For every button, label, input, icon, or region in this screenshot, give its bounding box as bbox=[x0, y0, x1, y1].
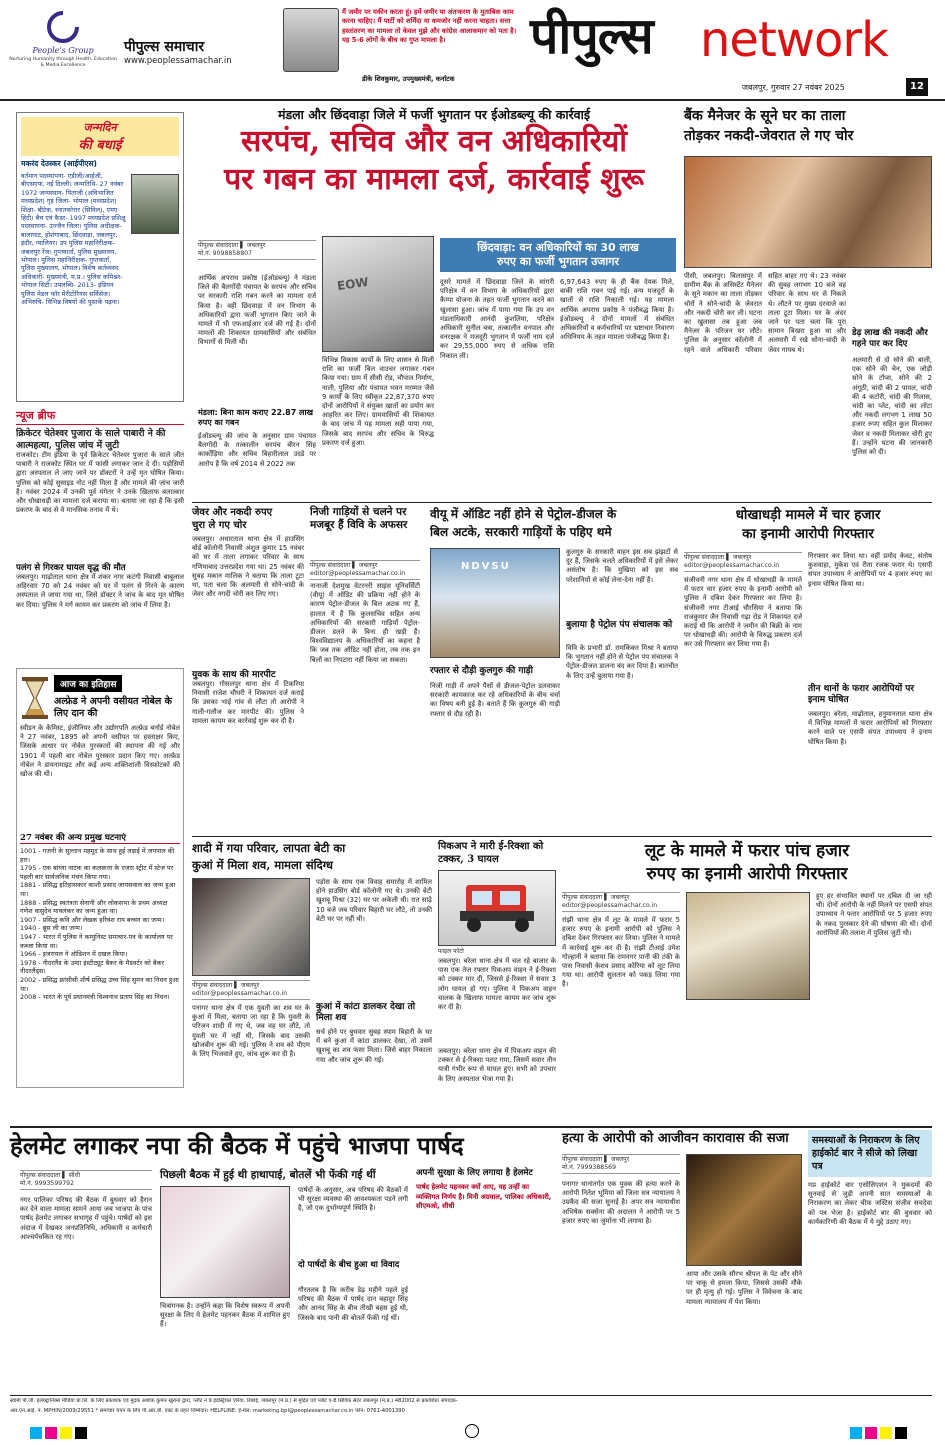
birthday-header-bottom: की बधाई bbox=[78, 138, 122, 153]
eow-sign: EOW bbox=[336, 274, 370, 294]
shadi-byline bbox=[192, 980, 310, 1000]
aaj-ka-itihas bbox=[16, 668, 184, 1088]
quote-author: डीके शिवकुमार, उपमुख्यमंत्री, कर्नाटक bbox=[362, 75, 455, 83]
shadi-text2: पड़ोस के साथ एक विवाह समारोह में शामिल होने हाउसिंग बोर्ड कॉलोनी गए थे। उनकी बेटी खुशबू मिश्रा (32) घर पर अकेली थी। रात साढ़े 10 बजे जब परिवार बिहारी घर लौटे, तो उनकी बेटी घर पर नहीं थी। bbox=[316, 878, 432, 923]
quote-portrait bbox=[283, 8, 339, 72]
vehicles-side-title: निजी गाड़ियों से चलने पर मजबूर हैं विवि के अफसर bbox=[310, 506, 408, 531]
lead-subbox-title bbox=[440, 238, 676, 272]
shadi-subhead: कुआं में कांटा डालकर देखा तो मिला शव bbox=[316, 1002, 416, 1023]
erickshaw-photo bbox=[438, 870, 556, 946]
news-brief bbox=[16, 408, 184, 663]
helmet-quote-text: पार्षद हेलमेट पहनकर क्यों आए, यह उन्हीं का व्यक्तिगत निर्णय है। मिनी अग्रवाल, पालिका अधिकारी, सीएमओ, सीधी bbox=[416, 1183, 552, 1210]
loot-text: रांझी थाना क्षेत्र में लूट के मामले में फरार 5 हजार रुपए के इनामी आरोपी को पुलिस ने दबिश देकर गिरफ्तार कर लिया। पुलिस ने मामले में कार्रवाई शुरू कर दी है। रांझी टीआई उमेश गोल्हानी ने बताया कि रामनगर पानी की टंकी के पास निवासी केशव प्रसाद कोरिया को लूट लिया गया था। आरोपी सुलतान को पकड़ लिया गया है। bbox=[562, 916, 680, 989]
bank-text2: अलमारी से दो सोने की बाली, एक सोने की चेन, एक जोड़ी सोने के टॉप्स, सोने की 2 अंगूठी, चांदी की 2 पायल, चांदी की 4 कटोरी, चांदी की गिलास, चांदी का प्लेट, चांदी का लोटा और नकदी लगभग 1 लाख 50 हजार रुपए सहित कुल मिलाकर जेवर व नकदी मिलाकर चोरी हुए हैं। उन्होंने घटना की जानकारी पुलिस को दी। bbox=[852, 356, 932, 457]
gold-headline-2: चुरा ले गए चोर bbox=[192, 520, 247, 531]
highcourt-headline: समस्याओं के निराकरण के लिए हाईकोर्ट बार ने सीजे को लिखा पत्र bbox=[808, 1130, 932, 1177]
news-brief-header: न्यूज ब्रीफ bbox=[16, 408, 184, 425]
vehicles-text3: विवि के प्रभारी डॉ. रामकिंकर मिश्रा ने बताया कि भुगतान नहीं होने से पेट्रोल पंप संचालक ने पेट्रोल-डीजल डालना बंद कर दिया है। बातचीत के लिए उन्हें बुलाया गया है। bbox=[566, 644, 678, 680]
birthday-name: मकरंद देउस्कर (आईपीएस) bbox=[21, 159, 97, 168]
shadi-text3: सर्च होने पर बुधवार सुबह स्याम बिहारी के घर में बने कुआं में कांटा डालकर देखा, तो उसमें खुशबू का शव फंसा मिला। जिसे बाहर निकाला गया और जांच शुरू की गई। bbox=[316, 1028, 432, 1064]
hatya-headline: हत्या के आरोपी को आजीवन कारावास की सजा bbox=[562, 1131, 789, 1146]
helmet-text: नगर पालिका परिषद की बैठक में बुधवार को हैरान कर देने वाला मामला सामने आया जब भाजपा के पांच पार्षद हेलमेट लगाकर सभागृह में पहुंचे। पार्षदों को इस अंदाज में देखकर जनप्रतिनिधि, अधिकारी व कर्मचारी आश्चर्यचकित रह गए। bbox=[20, 1196, 152, 1241]
swatch-cyan bbox=[850, 1427, 862, 1439]
brief-item1-text: राजकोट। टीम इंडिया के पूर्व क्रिकेटर चेतेश्वर पुजारा के साले जीत पाबारी ने राजकोट स्थित घर में फांसी लगाकर जान दे दी। पड़ोसियों द्वारा अस्पताल ले जाए जाने पर डॉक्टरों ने उन्हें मृत घोषित किया। पुलिस को कोई सुसाइड नोट नहीं मिला है और मामले की जांच जारी है। नवंबर 2024 में उनकी पूर्व मंगेतर ने उनके खिलाफ बलात्कार और धोखाधड़ी का मामला दर्ज कराया था। बताया जा रहा है कि इसी प्रकरण के बाद से वे मानसिक तनाव में थे। bbox=[16, 451, 184, 515]
dhokha-subhead: तीन थानों के फरार आरोपियों पर इनाम घोषित bbox=[808, 684, 915, 705]
gold-subhead: युवक के साथ की मारपीट bbox=[192, 670, 276, 680]
itihas-event: 1001 - गजनी के सुल्तान महमूद के साथ हुई लड़ाई में जयपाल की हार। bbox=[20, 847, 175, 864]
paper-name bbox=[124, 36, 204, 56]
page-number: 12 bbox=[906, 78, 928, 96]
loot-byline-email[interactable]: editor@peoplessamachar.co.in bbox=[562, 902, 658, 909]
bank-theft-photo bbox=[684, 156, 932, 268]
dhokha-text: संजीवनी नगर थाना क्षेत्र में धोखाधड़ी के मामले में फरार चार हजार रुपए के इनामी आरोपी को पुलिस ने दबिश देकर गिरफ्तार कर लिया है। संजीवनी नगर टीआई चौरसिया ने बताया कि राजकुमार जैन निवासी गढ़ा रोड ने शिकायत दर्ज कराई थी कि आरोपी ने जमीन की बिक्री के नाम पर धोखाधड़ी की। आरोपी के विरुद्ध प्रकरण दर्ज कर उसे गिरफ्तार कर लिया गया है। bbox=[684, 576, 802, 649]
birthday-header-top: जन्मदिन bbox=[83, 121, 117, 134]
dhokha-byline-email[interactable]: editor@peoplessamachar.co.in bbox=[684, 562, 780, 569]
vehicles-headline-1: वीयू में ऑडिट नहीं होने से पेट्रोल-डीजल के bbox=[430, 507, 617, 521]
loot-story bbox=[562, 840, 932, 1122]
bank-headline-1: बैंक मैनेजर के सूने घर का ताला bbox=[684, 108, 846, 124]
dateline: जबलपुर, गुरुवार 27 नवंबर 2025 bbox=[742, 83, 845, 92]
birthday-text: वर्तमान पदस्थापना- एडीजी/आईजी, बीएसएफ, नई दिल्ली। जन्मतिथि- 27 नवंबर 1972 जन्मस्थान- पिताजी (अविभाजित मध्यप्रदेश) गृह जिला- भोपाल (मध्यप्रदेश) शिक्षा- बीटेक, स्नातकोत्तर (सिविल), एमए हिंदी। बैच एवं कैडर- 1997 मध्यप्रदेश प्रशिक्षु पदस्थापना- उज्जैन जिला। पुलिस अधीक्षक- बालाघाट, होशंगाबाद, छिंदवाड़ा, जबलपुर, इंदौर, ग्वालियर। उप पुलिस महानिरीक्षक- जबलपुर रेंज। गुप्तवार्ता, पुलिस मुख्यालय, भोपाल। पुलिस महानिरीक्षक- गुप्तवार्ता, पुलिस मुख्यालय, भोपाल। विशेष कर्तव्यस्थ अधिकारी- मुख्यमंत्री, म.प्र.। पुलिस कमिश्नर- भोपाल सिटी। उपलब्धि- 2013- इंडियन पुलिस मेडल फॉर मेरीटोरियस सर्विसेज। अभिरुचि- विभिन्न विषयों की पुस्तकें पढ़ना। bbox=[21, 172, 126, 307]
footer-contact: आर.एन.आई. नं. MPHIN/2009/29551 * समाचार चयन के लिए पी.आर.बी. एक्ट के तहत जिम्मेदार। HELPLINE: ई-मेल: marketing.bpl@peoplessamachar.co.in फोन: 0761-4001390 bbox=[10, 1408, 405, 1414]
helmet-quote-box bbox=[416, 1168, 554, 1390]
swatch-yellow bbox=[880, 1427, 892, 1439]
lead-subbox-line2: रुपए का फर्जी भुगतान उजागर bbox=[497, 255, 619, 268]
lead-col1: आर्थिक अपराध प्रकोष्ठ (ईओडब्ल्यू) ने मंडला जिले की बैलगोंदी पंचायत के सरपंच और सचिव पर सरकारी राशि गबन करने का मामला दर्ज किया है। वहीं छिंदवाड़ा में वन विभाग के अधिकारियों द्वारा फर्जी भुगतान किए जाने के मामले में भी एफआईआर दर्ज की गई है। दोनों मामलों की शिकायत ग्रामवासियों और संबंधित विभागों से मिली थी। bbox=[198, 274, 316, 347]
gold-text2: जबलपुर। गोसलपुर थाना क्षेत्र में टिकरिया निवासी राजेश चौधरी ने शिकायत दर्ज कराई कि उसका भाई गांव से लौटा तो आरोपी ने गाली-गलौज कर मारपीट की। पुलिस ने मामला कायम कर कार्रवाई शुरू कर दी है। bbox=[192, 680, 304, 725]
gold-thief-story bbox=[192, 506, 304, 832]
itihas-event: 2008 - भारत के पूर्व प्रधानमंत्री विश्वनाथ प्रताप सिंह का निधन। bbox=[20, 993, 170, 1002]
lead-kicker: मंडला और छिंदवाड़ा जिले में फर्जी भुगतान पर ईओडब्ल्यू की कार्रवाई bbox=[277, 107, 591, 122]
peoples-group-emblem-icon bbox=[46, 10, 80, 44]
lead-subbox-line1: छिंदवाड़ा: वन अधिकारियों का 30 लाख bbox=[477, 241, 639, 254]
divider bbox=[192, 836, 932, 837]
vehicles-headline-2: बिल अटके, सरकारी गाड़ियों के पहिए थमे bbox=[430, 525, 612, 539]
itihas-event: 1947 - भारत में पुलिस ने कम्युनिस्ट समाचार-पत्र के कार्यालय पर कब्जा किया था। bbox=[20, 932, 173, 950]
ndvsu-building-photo bbox=[430, 548, 560, 658]
hourglass-icon bbox=[20, 676, 50, 720]
hatya-byline-mobile: मो.नं. 7999388569 bbox=[562, 1164, 617, 1171]
erickshaw-story bbox=[438, 840, 556, 1122]
divider bbox=[10, 1126, 932, 1128]
brand-hindi: पीपुल्स bbox=[530, 7, 653, 65]
erickshaw-icon bbox=[448, 877, 548, 937]
eow-building-photo bbox=[322, 236, 434, 352]
vehicles-sub1: बुलाया है पेट्रोल पंप संचालक को bbox=[566, 620, 673, 630]
bank-subhead: डेढ़ लाख की नकदी और गहने पार कर दिए bbox=[852, 328, 928, 349]
shadi-byline-name: पीपुल्स संवाददाता ▌ जबलपुर bbox=[192, 982, 260, 989]
group-tagline: Nurturing Humanity through Health, Education & Media Excellence bbox=[9, 57, 117, 68]
helmet-byline-mobile: मो.नं. 9993599792 bbox=[20, 1180, 75, 1187]
registration-mark-icon bbox=[465, 1424, 479, 1438]
lead-col2: विभिन्न विकास कार्यों के लिए शासन से मिली राशि का फर्जी बिल वाउचर लगाकर गबन किया गया। ग्राम में सीसी रोड, चौपाल निर्माण, नाली, पुलिया और पंचायत भवन मरम्मत जैसे 9 कार्यों के लिए स्वीकृत 22,87,370 रुपए दोनों आरोपियों ने संयुक्त खातों का प्रयोग कर आहरित कर लिए। ग्रामवासियों की शिकायत के बाद जांच में यह मामला सही पाया गया, जिसके बाद सरपंच और सचिव के विरुद्ध प्रकरण दर्ज हुआ। bbox=[322, 356, 434, 447]
peoples-group-logo bbox=[8, 10, 118, 90]
hatya-text2: आया और उसके सौरभ श्रीपल के पेट और सीने पर चाकू से हमला किया, जिससे उसकी मौके पर ही मृत्यु हो गई। पुलिस ने विवेचना के बाद मामला न्यायालय में पेश किया। bbox=[686, 1270, 802, 1306]
vehicles-story bbox=[310, 506, 678, 832]
vehicles-byline bbox=[310, 560, 420, 580]
itihas-event: 2002 - प्रसिद्ध फ्रांसीसी शीर्ष प्रसिद्ध उच्च सिंह सुमन का निधन हुआ था। bbox=[20, 975, 179, 993]
lead-col3: दूसरे मामले में छिंदवाड़ा जिले के सांगरी परिक्षेत्र में वन विभाग के अधिकारियों द्वारा कैम्पा योजना के तहत फर्जी भुगतान करने का खुलासा हुआ। जांच में पाया गया कि उप वन मंडलाधिकारी आनंदी कुशलिया, परिक्षेत्र अधिकारी सुनील बत्रा, तत्कालीन वनपाल और वनरक्षक ने मजदूरी भुगतान में फर्जी नाम दर्ज कर 29,55,000 रुपए से अधिक राशि निकाल ली। bbox=[440, 278, 554, 360]
itihas-event: 1978 - नीदरलैंड के उम्दा इंस्टीट्यूट बैकर के मैडवर्टर को बैकर नीदरलैंड्स। bbox=[20, 958, 165, 976]
helmet-text2: पार्षदों के अनुसार, अब परिषद की बैठकों में भी सुरक्षा व्यवस्था की आवश्यकता पड़ने लगी है, जो एक दुर्भाग्यपूर्ण स्थिति है। bbox=[298, 1186, 408, 1213]
highcourt-text: मप्र हाईकोर्ट बार एसोसिएशन ने मुकदमों की सुनवाई से जुड़ी अपनी सात समस्याओं के निराकरण का लेकर चीफ जस्टिस संजीव सचदेवा को पत्र भेजा है। हाईकोर्ट बार की बुधवार को कार्यकारिणी की बैठक में ये मुद्दे उठाए गए। bbox=[808, 1181, 932, 1226]
lead-byline bbox=[198, 240, 316, 260]
lead-headline-1: सरपंच, सचिव और वन अधिकारियों bbox=[240, 124, 628, 159]
gold-headline-1: जेवर और नकदी रुपए bbox=[192, 507, 273, 518]
helmet-story bbox=[10, 1130, 555, 1390]
group-name: People's Group bbox=[32, 46, 94, 55]
swatch-magenta bbox=[865, 1427, 877, 1439]
itihas-event: 1881 - प्रसिद्ध इतिहासकार काशी प्रसाद जायसवाल का जन्म हुआ था। bbox=[20, 881, 176, 898]
itihas-event: 1966 - इजरायल ने ऑडिशन में दखल किया। bbox=[20, 950, 128, 959]
swatch-black bbox=[75, 1427, 87, 1439]
divider bbox=[192, 502, 932, 503]
itihas-event: 1888 - प्रसिद्ध स्वतंत्रता सेनानी और लोकसभा के प्रथम अध्यक्ष गणेश वासुदेव मावलंकर का जन्म हुआ था। bbox=[20, 898, 168, 916]
swatch-black bbox=[895, 1427, 907, 1439]
hatya-story bbox=[562, 1130, 802, 1390]
erickshaw-text2: जबलपुर। बरेला थाना क्षेत्र में पिकअप वाहन की टक्कर से ई-रिक्शा पलट गया, जिसमें सवार तीन यात्री गंभीर रूप से घायल हुए। सभी को उपचार के लिए अस्पताल भेजा गया है। bbox=[438, 1047, 556, 1083]
helmet-byline bbox=[20, 1170, 152, 1190]
footer-imprint: स्वामी पी.जी. इलेक्ट्रानिक्स मीडिया प्रा.लि. के लिए प्रकाशक एवं मुद्रक अशोक कुमार खुराना द्वारा, प्लॉट नं 9 इंडस्ट्रियल एरिया, रिछाई, जबलपुर (म.प्र.) से मुद्रित एवं प्लॉट ए-8 सिविक सेंटर जबलपुर (म.प्र.) 482002 से प्रकाशित। संपादक- bbox=[10, 1398, 458, 1404]
lead-subhead1: मंडला: बिना काम कराए 22.87 लाख रुपए का गबन bbox=[198, 408, 314, 427]
ndvsu-sign: NDVSU bbox=[461, 561, 511, 572]
swatch-cyan bbox=[30, 1427, 42, 1439]
helmet-text3: गौरतलब है कि करीब डेढ़ महीने पहले हुई परिषद की बैठक में पार्षद दान बहादुर सिंह और आनंद सिंह के बीच तीखी बहस हुई थी, जिसके बाद पानी की बोतलें फेंकी गई थीं। bbox=[298, 1286, 408, 1322]
print-color-bar-right bbox=[850, 1424, 910, 1443]
loot-byline-name: पीपुल्स संवाददाता ▌ जबलपुर bbox=[562, 894, 630, 901]
shadi-headline-2: कुआं में मिला शव, मामला संदिग्ध bbox=[192, 858, 333, 872]
helmet-byline-name: पीपुल्स संवाददाता ▌ सीधी bbox=[20, 1172, 81, 1179]
dhokha-headline-2: का इनामी आरोपी गिरफ्तार bbox=[742, 526, 874, 542]
birthday-header bbox=[21, 117, 179, 156]
erickshaw-text: जबलपुर। बरेला थाना क्षेत्र में चल रहे बाजार के पास एक तेज रफ्तार पिकअप वाहन ने ई-रिक्शा को टक्कर मार दी, जिससे ई-रिक्शा में सवार 3 लोग घायल हो गए। पुलिस ने पिकअप वाहन चालक के खिलाफ मामला कायम कर जांच शुरू कर दी है। bbox=[438, 957, 556, 1012]
itihas-text: स्वीडन के केमिस्ट, इंजीनियर और उद्योगपति अल्फ्रेड बर्नार्ड नोबेल ने 27 नवंबर, 1895 को अपनी वसीयत पर हस्ताक्षर किए, जिसके आधार पर नोबेल पुरस्कारों की स्थापना की गई और 1901 में पहली बार नोबेल पुरस्कार प्रदान किए गए। अल्फ्रेड नोबेल ने डायनामाइट और कई अन्य शक्तिशाली विस्फोटकों की खोज की थी। bbox=[20, 724, 180, 779]
hatya-byline bbox=[562, 1154, 680, 1174]
website[interactable]: www.peoplessamachar.in bbox=[124, 56, 232, 66]
brand-english: network bbox=[700, 12, 888, 68]
shadi-headline-1: शादी में गया परिवार, लापता बेटी का bbox=[192, 841, 346, 855]
vehicles-sub2: रफ्तार से दौड़ी कुलगुरु की गाड़ी bbox=[430, 666, 533, 676]
vehicles-text2: कुलगुरु के सरकारी वाहन इस सब झंझटों से दूर हैं, जिसके चलते अधिकारियों में इसे लेकर असंतोष है। कि मुखिया को इस सब परेशानियों से कोई लेना-देना नहीं है। bbox=[566, 548, 678, 584]
bank-text: पीसी, जबलपुर। बिलासपुर में ग्रामीण बैंक के असिस्टेंट मैनेजर के सूने मकान का ताला तोड़कर चोरों ने सोने-चांदी के जेवरात और नकदी चोरी कर ली। घटना का खुलासा तब हुआ जब मैनेजर के परिजन घर लौटे। पुलिस के अनुसार कॉलोनी में रहने वाले अधिकारी परिवार सहित बाहर गए थे। 23 नवंबर की सुबह लगभग 10 बजे वह परिवार के साथ घर से निकले थे। लौटने पर मुख्य दरवाजे का ताला टूटा मिला। घर के अंदर जाने पर पता चला कि पूरा सामान बिखरा हुआ था और अलमारी में रखे सोना-चांदी के जेवर गायब थे। bbox=[684, 272, 846, 354]
lead-byline-name: पीपुल्स संवाददाता ▌ जबलपुर bbox=[198, 242, 266, 249]
loot-arrest-photo bbox=[686, 892, 810, 1000]
itihas-events-header: 27 नवंबर की अन्य प्रमुख घटनाएं bbox=[20, 831, 180, 844]
loot-headline-2: रुपए का इनामी आरोपी गिरफ्तार bbox=[646, 864, 848, 884]
print-color-bar-left bbox=[30, 1424, 90, 1443]
hatya-byline-name: पीपुल्स संवाददाता ▌ जबलपुर bbox=[562, 1156, 630, 1163]
shadi-story bbox=[192, 840, 432, 1122]
gold-text: जबलपुर। अधारताल थाना क्षेत्र में हाउसिंग बोर्ड कॉलोनी निवासी अंशुल कुमार 15 नवंबर को घर में ताला लगाकर परिवार के साथ गणियाबाद उत्तरप्रदेश गया था। 25 नवंबर की सुबह मकान मालिक ने बताया कि ताला टूटा था, पता चला कि अलमारी से सोने-चांदी के जेवर और नगदी चोरी कर लिए गए। bbox=[192, 535, 304, 599]
swatch-magenta bbox=[45, 1427, 57, 1439]
itihas-event: 1795 - एक बांग्ला नाटक का कलकत्ता के एजरा स्ट्रीट में स्टेज पर पहली बार सार्वजनिक मंचन किया गया। bbox=[20, 864, 174, 881]
helmet-subhead: पिछली बैठक में हुई थी हाथापाई, बोतलें भी फेंकी गई थीं bbox=[160, 1169, 376, 1181]
itihas-header: आज का इतिहास bbox=[54, 675, 122, 692]
bank-headline-2: तोड़कर नकदी-जेवरात ले गए चोर bbox=[684, 128, 854, 144]
brief-item2-title: पलंग से गिरकर घायल वृद्ध की मौत bbox=[16, 563, 126, 573]
erickshaw-caption: फाइल फोटो bbox=[438, 948, 464, 955]
itihas-events bbox=[20, 847, 180, 1002]
lead-headline-2: पर गबन का मामला दर्ज, कार्रवाई शुरू bbox=[224, 162, 644, 197]
court-gavel-photo bbox=[686, 1154, 802, 1266]
helmet-caption: चित्रांगनक है। उन्होंने कहा कि विशेष स्वरूप में अपनी सुरक्षा के लिए ये हेलमेट पहनकर बैठक में शामिल हुए हैं। bbox=[160, 1302, 290, 1329]
dhokhadhadi-story bbox=[684, 506, 932, 832]
shadi-text: पनागर थाना क्षेत्र में एक युवती का शव घर के कुआं में मिला, बताया जा रहा है कि युवती के परिजन शादी में गए थे, जब वह घर लौटे, तो युवती घर में नहीं थी, जिसके बाद उसकी खोजबीन शुरू की गई। पुलिस ने शव को पीएम के लिए भिजवाते हुए, जांच शुरू कर दी है। bbox=[192, 1004, 310, 1059]
dhokha-headline-1: धोखाधड़ी मामले में चार हजार bbox=[735, 507, 881, 523]
quote-text: मैं जमीर पर यकीन करता हूं। हमें जमीर या अंतःकरण के मुताबिक काम करना चाहिए। मैं पार्टी को शर्मिंदा या कमजोर नहीं करना चाहता। सत्ता हस्तांतरण का मामला तो केवल मुझे और कांग्रेस आलाकमान को पता है। यह 5-6 लोगों के बीच का गुप्त मामला है। bbox=[342, 8, 517, 44]
shadi-byline-email[interactable]: editor@peoplessamachar.co.in bbox=[192, 990, 288, 997]
hatya-text: पनागर थानांतर्गत एक युवक की हत्या करने के आरोपी नितेश भूमिया को जिला सत्र न्यायालय ने उम्रकैद की सजा सुनाई है। अपर सत्र न्यायाधीश अभिषेक सक्सेना की अदालत ने आरोपी पर 5 हजार रुपए का जुर्माना भी लगाया है। bbox=[562, 1180, 680, 1225]
shadi-photo bbox=[192, 878, 310, 976]
dhokha-text3: जबलपुर। बरेला, माढ़ोताल, हनुमानताल थाना क्षेत्र में विभिन्न मामलों में फरार आरोपियों को गिरफ्तार करने वाले पर एसपी संपत उपाध्याय ने इनाम घोषित किया है। bbox=[808, 710, 932, 746]
vehicles-byline-email[interactable]: editor@peoplessamachar.co.in bbox=[310, 570, 406, 577]
lead-col4: 6,97,643 रुपए के ही बैंक देयक मिले, बाकी राशि गबन पाई गई। वन्य मजदूरों के खातों से राशि निकाली गई। यह मामला आर्थिक अपराध प्रकोष्ठ ने पंजीबद्ध किया है। ईओडब्ल्यू ने दोनों मामलों में संबंधित अधिकारियों व कर्मचारियों पर भ्रष्टाचार निवारण अधिनियम के तहत मामला पंजीबद्ध किया है। bbox=[560, 278, 674, 342]
footer-rule bbox=[10, 1395, 932, 1396]
helmet-headline: हेलमेट लगाकर नपा की बैठक में पहुंचे भाजपा पार्षद bbox=[10, 1131, 464, 1160]
birthday-box bbox=[16, 112, 184, 402]
lead-story bbox=[192, 106, 676, 500]
vehicles-byline-name: पीपुल्स संवाददाता ▌ जबलपुर bbox=[310, 562, 378, 569]
brief-item1-title: क्रिकेटर चेतेश्वर पुजारा के साले पाबारी ने की आत्महत्या, पुलिस जांच में जुटी bbox=[16, 428, 166, 451]
dhokha-byline bbox=[684, 552, 802, 572]
bank-story bbox=[684, 106, 932, 500]
helmet-photo bbox=[160, 1186, 290, 1298]
vehicles-text1: नानाजी देशमुख वेटरनरी साइंस यूनिवर्सिटी (वीयू) में ऑडिट की प्रक्रिया नहीं होने के कारण पेट्रोल-डीजल के बिल अटक गए हैं, हालात ये हैं कि कुलसचिव सहित अन्य अधिकारियों की सरकारी गाड़ियाँ पेट्रोल-डीजल डलने के बिना ही खड़ी हैं। विश्वविद्यालय के अधिकारियों का कहना है कि जब तक ऑडिट नहीं होता, तब तक इन बिलों का निपटारा नहीं किया जा सकता। bbox=[310, 582, 420, 664]
helmet-sub2: दो पार्षदों के बीच हुआ था विवाद bbox=[298, 1260, 400, 1270]
itihas-title: अल्फ्रेड ने अपनी वसीयत नोबेल के लिए दान की bbox=[54, 696, 172, 719]
vehicles-text4: निजी गाड़ी में अपने पैसों से डीजल-पेट्रोल डलवाकर सरकारी कामकाज कर रहे अधिकारियों के बीच चर्चा का विषय बनी हुई है। बताते हैं कि कुलगुरु की गाड़ी रफ्तार से दौड़ रही है। bbox=[430, 682, 560, 718]
brief-item2-text: जबलपुर। माढ़ोताल थाना क्षेत्र में शंकर नगर कटंगी निवासी बाबूलाल अहिरवार 70 को 24 नवंबर को घर में पलंग से गिरने के कारण अस्पताल ले जाया गया था, जिसे डॉक्टर ने जांच के बाद मृत घोषित कर दिया। पुलिस ने मर्ग कायम कर प्रकरण को जांच में लिया है। bbox=[16, 573, 184, 609]
erickshaw-headline: पिकअप ने मारी ई-रिक्शा को टक्कर, 3 घायल bbox=[438, 841, 544, 865]
birthday-photo bbox=[131, 174, 179, 234]
loot-text2: हुए हर संभावित स्थानों पर दबिश दी जा रही थी। दोनों आरोपी के नहीं मिलने पर एसपी संपत उपाध्याय ने फरार आरोपियों पर 5 हजार रुपए के नकद पुरस्कार देने की घोषणा की थी। दोनों आरोपियों की तलाश में पुलिस जुटी थी। bbox=[816, 892, 932, 937]
itihas-event: 1907 - प्रसिद्ध कवि और लेखक हरिवंश राय बच्चन का जन्म। bbox=[20, 915, 165, 924]
paper-name-text: पीपुल्स समाचार bbox=[124, 39, 205, 55]
masthead-rule bbox=[0, 99, 945, 101]
dhokha-byline-name: पीपुल्स संवाददाता ▌ जबलपुर bbox=[684, 554, 752, 561]
swatch-yellow bbox=[60, 1427, 72, 1439]
loot-byline bbox=[562, 892, 680, 912]
itihas-event: 1940 - ब्रूस ली का जन्म। bbox=[20, 924, 83, 933]
highcourt-story bbox=[808, 1130, 932, 1390]
lead-byline-mobile: मो.नं. 9098858807 bbox=[198, 250, 253, 257]
masthead bbox=[0, 0, 945, 100]
helmet-quote-title: अपनी सुरक्षा के लिए लगाया है हेलमेट bbox=[416, 1168, 533, 1178]
lead-col1b: ईओडब्ल्यू की जांच के अनुसार ग्राम पंचायत बैलगोंदी के तत्कालीन सरपंच बीरन सिंह कार्कोड़िया और सचिव बिहारीलाल उदडे पर आरोप है कि वर्ष 2014 से 2022 तक bbox=[198, 432, 316, 468]
dhokha-text2: गिरफ्तार कर लिया था। वहीं प्रमोद केवट, संतोष कुशवाहा, मुकेश एवं रीता रजक फरार थे। एसपी संपत उपाध्याय ने आरोपियों पर 4 हजार रुपए का इनाम घोषित किया था। bbox=[808, 552, 932, 588]
loot-headline-1: लूट के मामले में फरार पांच हजार bbox=[644, 841, 850, 861]
